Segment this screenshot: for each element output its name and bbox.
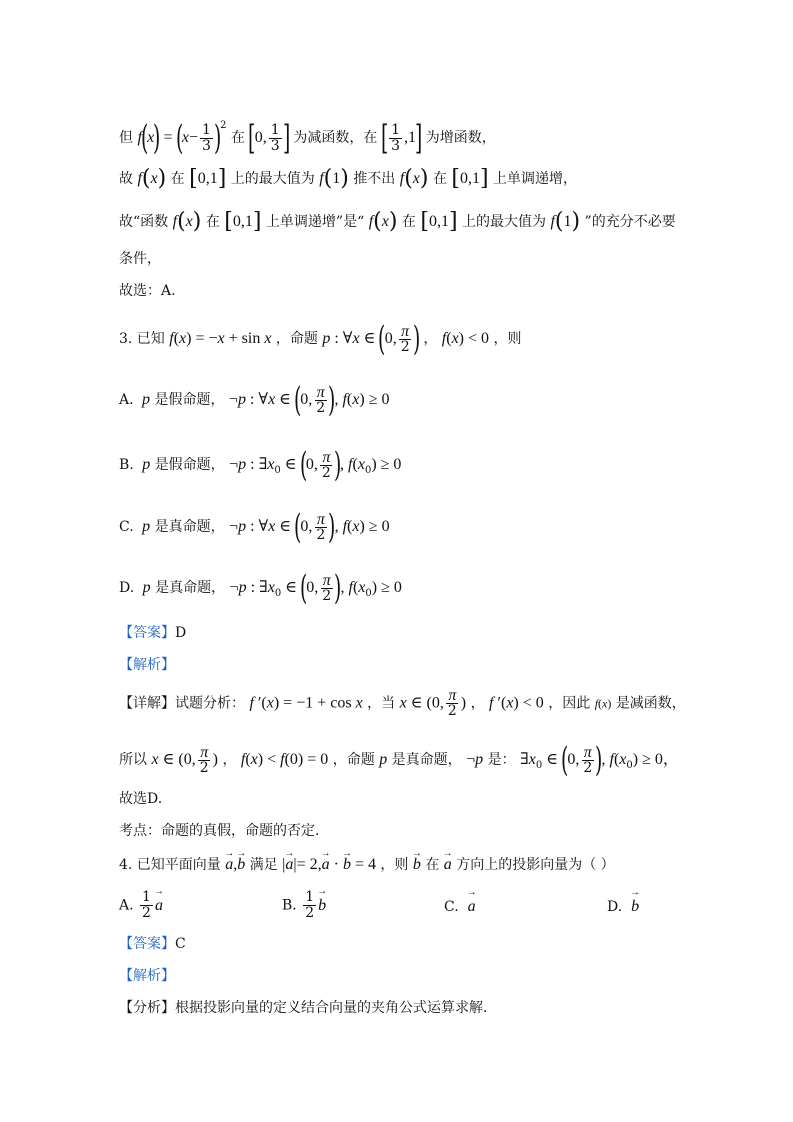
vec-a: → a <box>225 855 233 875</box>
text: 在 <box>170 171 185 187</box>
subscript: 0 <box>626 759 633 771</box>
formula: ) < 0 <box>513 694 544 712</box>
formula: , <box>334 391 343 408</box>
fraction-pi-2: $\frac{\pi}{2}$ <box>322 571 332 604</box>
text: ，命题 <box>332 752 375 768</box>
fraction-pi-2: $\frac{\pi}{2}$ <box>447 687 457 719</box>
analysis-3 <box>119 655 175 675</box>
formula: x <box>352 330 360 347</box>
text: 上的最大值为 <box>462 214 546 230</box>
paren: ) <box>571 209 581 234</box>
paren: ) <box>328 380 336 420</box>
formula: ) = − <box>186 330 218 347</box>
formula: ¬ <box>466 751 476 768</box>
formula: x <box>451 330 459 347</box>
text: 是真命题， <box>154 519 225 535</box>
formula: : ∃ <box>246 579 268 596</box>
option-label: A. <box>119 392 134 408</box>
line-2 <box>119 166 578 191</box>
text: 试题分析： <box>175 695 245 712</box>
fraction-pi-2: $\frac{\pi}{2}$ <box>400 322 410 355</box>
detail-tag: 【详解】 <box>119 695 175 712</box>
text: 上的最大值为 <box>230 171 315 187</box>
formula: + sin <box>224 330 265 347</box>
text: 在 <box>231 130 245 146</box>
formula: x <box>506 694 514 712</box>
paren: ( <box>299 445 307 485</box>
num: 0, <box>300 391 313 408</box>
interval: 0,1 <box>197 170 218 187</box>
text: ，则 <box>380 857 409 873</box>
text: 所以 <box>119 752 147 768</box>
formula: ( <box>598 696 603 711</box>
vec-a: → a <box>322 855 330 875</box>
formula: p <box>138 579 151 596</box>
paren: ) <box>419 166 429 191</box>
bracket: [ <box>248 118 256 158</box>
choose-d <box>119 789 162 809</box>
formula: ( <box>352 579 359 596</box>
fraction-1-2: $\frac{1}{2}$ <box>305 889 315 921</box>
formula: : ∃ <box>246 456 268 473</box>
var-x: x <box>381 213 389 230</box>
formula: : ∀ <box>330 330 353 347</box>
text: 在 <box>205 214 220 230</box>
text: 是假命题， <box>154 392 225 408</box>
vec-a: → a <box>444 855 452 875</box>
formula: ( <box>446 330 452 347</box>
formula: f <box>342 518 348 535</box>
fenxi-tag: 【分析】 <box>119 1000 175 1016</box>
num: 0, <box>384 330 397 347</box>
num: ,1 <box>404 129 416 146</box>
formula: ) <box>607 696 612 711</box>
formula: ) ≥ 0 <box>359 518 390 535</box>
text: 是： <box>487 752 516 768</box>
formula: f <box>348 456 353 473</box>
formula: ) <box>460 694 467 712</box>
formula: f <box>609 751 614 768</box>
formula: f <box>249 694 254 712</box>
option-label: B. <box>282 897 297 914</box>
formula: x <box>358 579 366 596</box>
analysis-tag: 【解析】 <box>119 657 175 673</box>
text: 故 <box>119 171 133 187</box>
formula: , <box>340 456 349 473</box>
formula: p <box>138 518 151 535</box>
formula: ( <box>173 330 180 347</box>
formula: f <box>240 751 246 768</box>
subscript: 0 <box>274 464 281 476</box>
paren: ( <box>294 380 302 420</box>
text: 满足 <box>249 857 278 873</box>
paren: ) <box>328 507 336 547</box>
formula: ¬ <box>229 456 239 473</box>
text: 在 <box>425 857 440 873</box>
formula: x <box>399 694 407 712</box>
paren: ) <box>412 319 420 359</box>
num: 0, <box>254 129 267 146</box>
formula: p <box>238 579 247 596</box>
formula: ¬ <box>229 579 239 596</box>
var-x: x <box>150 170 158 187</box>
option-c <box>119 507 390 547</box>
formula-f1: f <box>550 213 555 230</box>
num: 0, <box>305 456 318 473</box>
vec-a: → a <box>285 855 293 875</box>
text: 是减函数， <box>615 695 686 712</box>
paren: ( <box>175 118 183 158</box>
num: 1 <box>563 213 572 230</box>
var-x: x <box>185 213 193 230</box>
text: ”的充分不必要 <box>584 214 676 230</box>
formula: = 4 <box>350 856 376 873</box>
formula: x <box>352 518 360 535</box>
formula: · <box>329 856 343 873</box>
fraction-1-3: $\frac{1}{3}$ <box>270 121 280 154</box>
q4-option-a <box>119 890 163 921</box>
q4-option-b <box>282 890 326 921</box>
paren: ( <box>554 209 564 234</box>
formula: , <box>233 856 238 873</box>
option-label: D. <box>119 580 135 596</box>
vec-b: → b <box>237 855 245 875</box>
formula: ∈ <box>359 330 380 347</box>
formula: ′( <box>253 694 267 712</box>
line-4 <box>119 249 161 269</box>
question-3 <box>119 319 522 359</box>
paren: ) <box>157 166 167 191</box>
bracket: ] <box>217 166 227 191</box>
formula: (0) = 0 <box>284 751 329 768</box>
option-label: C. <box>444 899 459 915</box>
formula: p <box>238 456 247 473</box>
paren: ( <box>323 166 333 191</box>
formula: p <box>322 330 331 347</box>
formula: x <box>267 579 275 596</box>
vec-b: → b <box>413 855 421 875</box>
formula: p <box>238 518 247 535</box>
formula: | <box>282 856 286 873</box>
paren: ( <box>300 568 308 608</box>
text: 考点：命题的真假，命题的否定. <box>119 823 320 839</box>
bracket: [ <box>224 209 233 234</box>
var-x: x <box>147 129 155 146</box>
paren: ( <box>373 209 382 234</box>
paren: ( <box>561 740 569 780</box>
formula: x <box>268 391 276 408</box>
formula: |= 2, <box>293 856 322 873</box>
formula: ) < <box>257 751 281 768</box>
formula: x <box>352 391 360 408</box>
interval: 0,1 <box>460 170 480 187</box>
formula: ( <box>613 751 620 768</box>
formula: ( <box>352 456 358 473</box>
formula: ′( <box>493 694 507 712</box>
text: ，则 <box>493 331 522 347</box>
interval: 0,1 <box>232 213 253 230</box>
option-label: B. <box>119 457 134 473</box>
formula: ( <box>347 518 353 535</box>
text: 故选：A. <box>119 283 176 299</box>
formula: ) ≥ 0 <box>371 579 402 596</box>
text: 但 <box>119 130 133 146</box>
subscript: 0 <box>274 587 282 599</box>
formula: x <box>602 696 608 711</box>
formula: ， <box>662 751 679 768</box>
bracket: [ <box>189 166 198 191</box>
formula-f1: f <box>319 170 324 187</box>
text: 3. 已知 <box>119 331 165 347</box>
formula: x <box>266 694 274 712</box>
paren: ) <box>595 740 603 780</box>
formula: ) ≥ 0 <box>632 751 663 768</box>
formula: , <box>340 579 349 596</box>
answer-3 <box>119 623 186 643</box>
minus: − <box>188 129 198 146</box>
formula: ∈ (0, <box>158 751 196 768</box>
text: ，当 <box>367 695 396 712</box>
option-label: C. <box>119 519 134 535</box>
formula-fx: f <box>172 213 178 230</box>
text: 条件， <box>119 251 161 267</box>
option-a <box>119 380 390 420</box>
formula: x <box>619 751 627 768</box>
formula: f <box>280 751 285 768</box>
formula: x <box>267 456 275 473</box>
text: ， <box>423 331 438 347</box>
text: 在 <box>401 214 416 230</box>
formula: x <box>217 330 225 347</box>
answer-tag: 【答案】 <box>119 936 175 952</box>
formula: f <box>169 330 174 347</box>
formula: ) < 0 <box>458 330 490 347</box>
text: 为增函数， <box>425 130 496 146</box>
text: 是真命题， <box>391 752 462 768</box>
bracket: ] <box>448 209 458 234</box>
fraction-1-3: $\frac{1}{3}$ <box>201 121 211 154</box>
num: 0, <box>306 579 319 596</box>
num: 0, <box>567 751 580 768</box>
paren: ) <box>340 166 349 191</box>
fenxi-line <box>119 998 487 1018</box>
bracket: ] <box>252 209 262 234</box>
formula: , <box>601 751 610 768</box>
bracket: [ <box>420 209 429 234</box>
subscript: 0 <box>365 587 372 599</box>
text: 是真命题， <box>155 580 226 596</box>
analysis-4 <box>119 966 175 986</box>
subscript: 0 <box>364 464 372 476</box>
num: 1 <box>332 170 341 187</box>
paren: ( <box>294 507 302 547</box>
formula: f <box>489 694 494 712</box>
q4-option-c <box>444 898 476 916</box>
vec-b: → b <box>343 855 351 875</box>
num: 0, <box>300 518 313 535</box>
vec-b: → b <box>631 898 639 916</box>
text: ，因此 <box>548 695 591 712</box>
line-1 <box>119 116 496 158</box>
paren: ) <box>192 209 202 234</box>
detail-line <box>119 688 686 719</box>
formula: ) ≥ 0 <box>359 391 390 408</box>
formula: ( <box>346 391 353 408</box>
text: ，命题 <box>275 331 318 347</box>
answer-value: D <box>175 625 187 641</box>
formula: x <box>268 518 276 535</box>
so-line <box>119 740 679 780</box>
text: 故选D. <box>119 791 163 807</box>
formula-fx: f <box>399 170 405 187</box>
fraction-pi-2: $\frac{\pi}{2}$ <box>316 383 326 416</box>
formula: ∈ <box>280 456 301 473</box>
bracket: [ <box>451 166 460 191</box>
q4-option-d <box>607 898 639 916</box>
fraction-pi-2: $\frac{\pi}{2}$ <box>583 743 593 776</box>
formula: ) ≥ 0 <box>371 456 402 473</box>
text: 在 <box>432 171 447 187</box>
formula: x <box>528 751 536 768</box>
paren: ) <box>333 445 342 485</box>
option-label: D. <box>607 899 623 915</box>
formula: p <box>475 751 484 768</box>
formula: ∈ <box>275 391 296 408</box>
fraction-1-3: $\frac{1}{3}$ <box>391 121 400 154</box>
text: 上单调递增”是“ <box>265 214 365 230</box>
question-4 <box>119 855 615 875</box>
var-x: x <box>412 170 420 187</box>
answer-value: C <box>175 936 186 952</box>
formula: ∈ (0, <box>406 694 444 712</box>
formula: ¬ <box>229 518 239 535</box>
formula: ∃ <box>520 751 529 768</box>
paren: ( <box>404 166 413 191</box>
option-label: A. <box>119 897 134 914</box>
vec-b: → b <box>318 897 326 915</box>
formula: f <box>348 579 353 596</box>
formula: x <box>250 751 258 768</box>
formula-fx: f <box>137 170 142 187</box>
formula: : ∀ <box>246 518 269 535</box>
line-3 <box>119 209 676 234</box>
bracket: ] <box>282 118 290 158</box>
formula: ) = −1 + cos <box>273 694 356 712</box>
text: 4. 已知平面向量 <box>119 857 221 873</box>
option-d <box>119 568 402 608</box>
fraction-pi-2: $\frac{\pi}{2}$ <box>199 743 209 776</box>
var-x: x <box>181 129 189 146</box>
formula: ( <box>245 751 251 768</box>
bracket: [ <box>380 118 389 158</box>
formula: ∈ <box>542 751 563 768</box>
paren: ) <box>388 209 398 234</box>
kaodian <box>119 821 319 841</box>
subscript: 0 <box>535 759 543 771</box>
formula: ) <box>212 751 218 768</box>
text: 方向上的投影向量为（ ） <box>456 857 615 873</box>
answer-tag: 【答案】 <box>119 625 175 641</box>
vec-a: → a <box>155 897 163 915</box>
fraction-1-2: $\frac{1}{2}$ <box>142 889 151 921</box>
formula: ¬ <box>228 391 238 408</box>
equals: = <box>159 129 177 146</box>
formula: ∈ <box>281 579 302 596</box>
paren: ) <box>153 118 161 158</box>
formula: , <box>334 518 343 535</box>
analysis-tag: 【解析】 <box>119 968 175 984</box>
fraction-pi-2: $\frac{\pi}{2}$ <box>321 448 331 481</box>
formula-fx: f <box>368 213 374 230</box>
formula: x <box>264 330 272 347</box>
paren: ( <box>378 319 386 359</box>
bracket: ] <box>480 166 489 191</box>
formula: f <box>441 330 447 347</box>
formula: ∈ <box>275 518 296 535</box>
formula: p <box>138 456 151 473</box>
formula: x <box>151 751 159 768</box>
bracket: ] <box>414 118 423 158</box>
paren: ( <box>177 209 186 234</box>
text: 推不出 <box>353 171 396 187</box>
exponent: 2 <box>220 120 227 131</box>
option-b <box>119 445 402 485</box>
paren: ( <box>141 166 151 191</box>
formula: p <box>138 391 151 408</box>
fraction-pi-2: $\frac{\pi}{2}$ <box>316 510 326 543</box>
answer-4 <box>119 934 186 954</box>
formula: x <box>355 694 363 712</box>
text: 是假命题， <box>154 457 225 473</box>
formula: p <box>379 751 388 768</box>
paren: ( <box>140 118 149 158</box>
text: 根据投影向量的定义结合向量的夹角公式运算求解. <box>175 1000 488 1016</box>
text: 上单调递增， <box>493 171 578 187</box>
formula: f <box>342 391 347 408</box>
vec-a: → a <box>468 898 476 916</box>
text: 为减函数，在 <box>293 130 378 146</box>
paren: ) <box>334 568 342 608</box>
interval: 0,1 <box>428 213 449 230</box>
text: 故“函数 <box>119 214 169 230</box>
formula: f <box>594 696 599 711</box>
paren: ) <box>213 118 222 158</box>
formula-fx: f <box>137 129 142 146</box>
line-5 <box>119 281 176 301</box>
formula: x <box>357 456 365 473</box>
formula: x <box>179 330 187 347</box>
text: ， <box>222 752 237 768</box>
formula: : ∀ <box>245 391 269 408</box>
text: ， <box>470 695 485 712</box>
formula: p <box>237 391 246 408</box>
